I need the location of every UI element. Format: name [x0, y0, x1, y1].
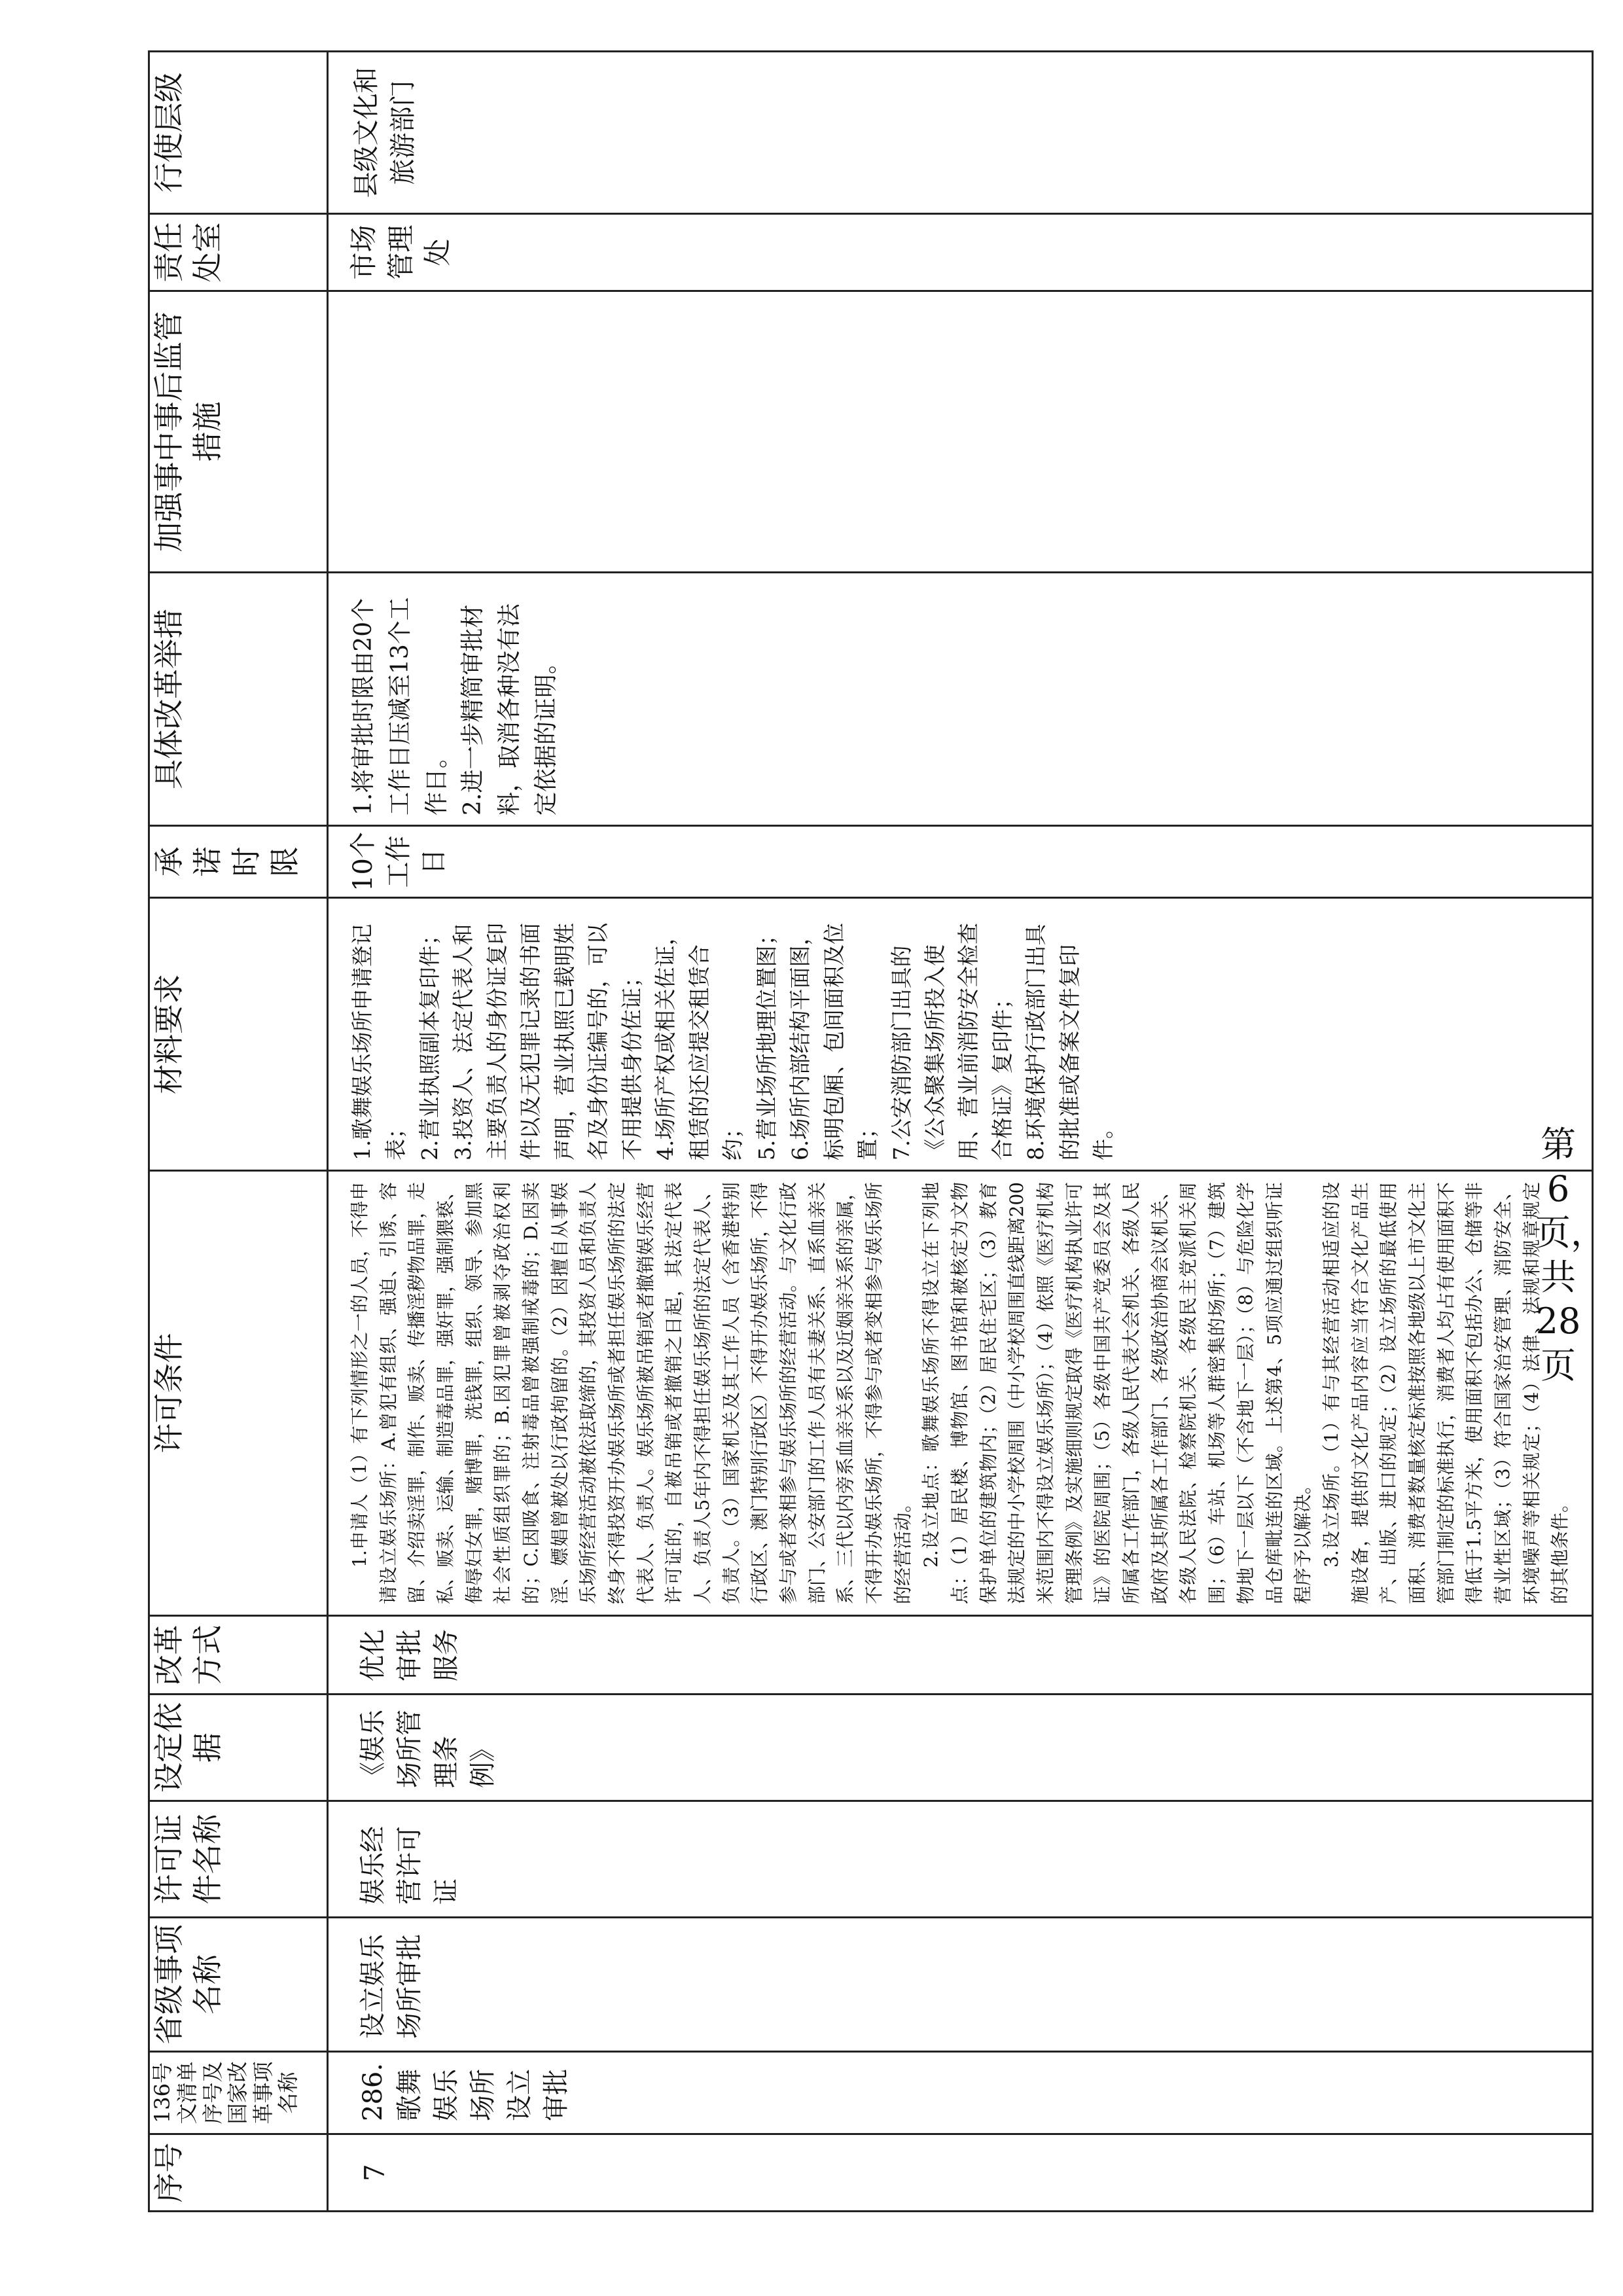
cell-materials	[328, 898, 1593, 1171]
cell-national-item: 286.歌舞娱乐场所设立审批	[328, 2052, 1593, 2134]
header-office: 责任处室	[149, 214, 328, 291]
conditions-text	[329, 1172, 1606, 1615]
header-seq: 序号	[149, 2134, 328, 2212]
header-level: 行使层级	[149, 52, 328, 214]
cell-time-limit: 10个工作日	[328, 826, 1593, 898]
cell-office: 市场管理处	[328, 214, 1593, 291]
materials-list	[329, 899, 1137, 1170]
header-basis: 设定依据	[149, 1695, 328, 1801]
reform-measure-1: 1.将审批时限由20个工作日压减至13个工作日。	[350, 597, 450, 816]
material-item-3: 3.投资人、法定代表人和主要负责人的身份证复印件以及无犯罪记录的书面声明，营业执照已载明姓名及身份证编号的，可以不用提供身份佐证；	[450, 923, 645, 1160]
header-provincial-item: 省级事项名称	[149, 1918, 328, 2052]
header-conditions: 许可条件	[149, 1171, 328, 1616]
header-row	[149, 52, 328, 2212]
header-time-limit: 承诺时限	[149, 826, 328, 898]
cell-basis: 《娱乐场所管理条例》	[328, 1695, 1593, 1801]
header-reform-measures: 具体改革举措	[149, 573, 328, 826]
material-item-1: 1.歌舞娱乐场所申请登记表；	[349, 924, 409, 1160]
footer-total-pages: 28	[1535, 1300, 1581, 1342]
condition-paragraph-1: 1.申请人（1）有下列情形之一的人员，不得申请设立娱乐场所：A.曾犯有组织、强迫、引诱、容留、介绍卖淫罪，制作、贩卖、传播淫秽物品罪，走私、贩卖、运输、制造毒品罪，强奸罪，强制猥亵、侮辱妇女罪，赌博罪，洗钱罪，组织、领导、参加黑社会性质组织罪的；B.因犯罪曾被剥夺政治权利的；C.因吸食、注射毒品曾被强制戒毒的；D.因卖淫、嫖娼曾被处以行政拘留的。（2）因擅自从事娱乐场所经营活动被依法取缔的，其投资人员和负责人终身不得投资开办娱乐场所或者担任娱乐场所的法定代表人、负责人。娱乐场所被吊销或者撤销娱乐经营许可证的，自被吊销或者撤销之日起，其法定代表人、负责人5年内不得担任娱乐场所的法定代表人、负责人。（3）国家机关及其工作人员（含香港特别行政区、澳门特别行政区）不得开办娱乐场所，不得参与或者变相参与娱乐场所的经营活动。与文化行政部门、公安部门的工作人员有夫妻关系、直系血亲关系、三代以内旁系血亲关系以及近姻亲关系的亲属，不得开办娱乐场所，不得参与或者变相参与娱乐场所的经营活动。	[349, 1182, 914, 1604]
cell-level: 县级文化和旅游部门	[328, 52, 1593, 214]
reform-measures-list	[329, 573, 582, 825]
footer-mid: 页，共	[1535, 1212, 1606, 1298]
footer-prefix: 第	[1541, 1124, 1576, 1165]
cell-supervision	[328, 291, 1593, 573]
table-row	[328, 52, 1593, 2212]
cell-reform-mode: 优化审批服务	[328, 1616, 1593, 1695]
footer-suffix: 页	[1541, 1344, 1576, 1386]
reform-measure-2: 2.进一步精简审批材料，取消各种没有法定依据的证明。	[459, 603, 560, 816]
cell-seq: 7	[328, 2134, 1593, 2212]
material-item-2: 2.营业执照副本复印件；	[416, 924, 442, 1160]
material-item-5: 5.营业场所地理位置图；	[753, 924, 779, 1160]
cell-reform-measures	[328, 573, 1593, 826]
header-reform-mode: 改革方式	[149, 1616, 328, 1695]
header-license-name: 许可证件名称	[149, 1801, 328, 1918]
page-number-footer	[1535, 1122, 1606, 1388]
material-item-4: 4.场所产权或相关佐证，租赁的还应提交租赁合约；	[652, 924, 746, 1160]
material-item-7: 7.公安消防部门出具的《公众聚集场所投入使用、营业前消防安全检查合格证》复印件；	[888, 923, 1015, 1160]
footer-current-page: 6	[1546, 1168, 1570, 1210]
cell-provincial-item: 设立娱乐场所审批	[328, 1918, 1593, 2052]
header-materials: 材料要求	[149, 898, 328, 1171]
material-item-6: 6.场所内部结构平面图，标明包厢、包间面积及位置；	[787, 923, 881, 1160]
cell-license-name: 娱乐经营许可证	[328, 1801, 1593, 1918]
condition-paragraph-3: 3.设立场所。（1）有与其经营活动相适应的设施设备，提供的文化产品内容应当符合文化产品生产、出版、进口的规定；（2）设立场所的最低使用面积、消费者数量核定标准按照各地级以上市文化主管部门制定的标准执行，消费者人均占有使用面积不得低于1.5平方米，使用面积不包括办公、仓储等非营业性区域；（3）符合国家治安管理、消防安全、环境噪声等相关规定；（4）法律、法规和规章规定的其他条件。	[1320, 1182, 1571, 1604]
cell-conditions	[328, 1171, 1606, 1616]
rotated-landscape-sheet	[148, 52, 1575, 2212]
header-supervision: 加强事中事后监管措施	[149, 291, 328, 573]
condition-paragraph-2: 2.设立地点：歌舞娱乐场所不得设立在下列地点：（1）居民楼、博物馆、图书馆和被核定为文物保护单位的建筑物内；（2）居民住宅区；（3）教育法规定的中小学校周围（中小学校周围直线距离200米范围内不得设立娱乐场所）；（4）依照《医疗机构管理条例》及实施细则规定取得《医疗机构执业许可证》的医院周围；（5）各级中国共产党委员会及其所属各工作部门，各级人民代表大会机关、各级人民政府及其所属各工作部门、各级政治协商会议机关、各级人民法院、检察院机关、各级民主党派机关周围；（6）车站、机场等人群密集的场所；（7）建筑物地下一层以下（不含地下一层）；（8）与危险化学品仓库毗连的区域。上述第4、5项应通过组织听证程序予以解决。	[920, 1182, 1314, 1604]
approval-reform-table	[148, 50, 1606, 2212]
header-national-item: 136号文清单序号及国家改革事项名称	[149, 2052, 328, 2134]
material-item-8: 8.环境保护行政部门出具的批准或备案文件复印件。	[1023, 924, 1116, 1160]
